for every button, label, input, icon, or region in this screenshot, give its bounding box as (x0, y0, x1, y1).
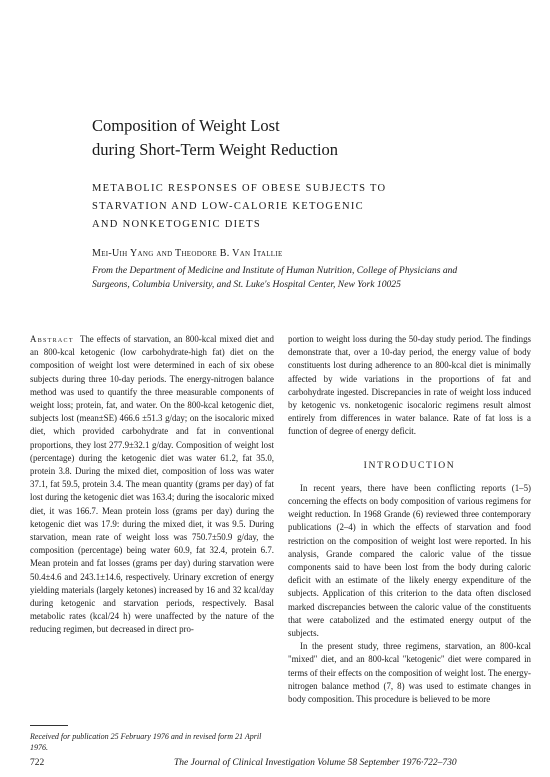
body-paragraph: In the present study, three regimens, starvation, an 800-kcal "mixed" diet, and an 800-kcal "ketogenic" diet were compared in terms of their effects on the composition of weight lost. The energy-nitrogen balance method (7, 8) was used to estimate changes in body composition. This procedure is believed to be more (288, 641, 531, 705)
subtitle-line: AND NONKETOGENIC DIETS (92, 219, 261, 230)
left-column (30, 333, 274, 637)
subtitle-line: STARVATION AND LOW-CALORIE KETOGENIC (92, 201, 364, 212)
abstract-text: The effects of starvation, an 800-kcal mixed diet and an 800-kcal ketogenic (low carbohydrate-high fat) diet on the composition of weight lost were determined in each of six obese subjects during three 10-day periods. The energy-nitrogen balance method was used to quantify the three measurable components of weight loss; protein, fat, and water. On the 800-kcal ketogenic diet, subjects lost (mean±SE) 466.6 ±51.3 g/day; on the isocaloric mixed diet, which provided carbohydrate and fat in conventional proportions, they lost 277.9±32.1 g/day. Composition of weight lost (percentage) during the ketogenic diet was water 61.2, fat 35.0, protein 3.8. During the mixed diet, composition of loss was water 37.1, fat 59.5, protein 3.4. The mean quantity (grams per day) of fat lost during the ketogenic diet was 163.4; during the isocaloric mixed diet, it was 166.7. Mean protein loss (grams per day) during the ketogenic diet was 17.9: during the mixed diet, it was 9.5. During starvation, mean rate of weight loss was 750.7±50.9 g/day, the composition (percentage) being water 60.9, fat 32.4, protein 6.7. Mean protein and fat losses (grams per day) during starvation were 50.4±4.6 and 243.1±14.6, respectively. Urinary excretion of energy yielding materials (largely ketones) increased by 16 and 32 kcal/day during ketogenic and starvation periods, respectively. Basal metabolic rates (kcal/24 h) were unaffected by the nature of the reducing regimen, but decreased in direct pro- (30, 334, 274, 635)
subtitle-line: METABOLIC RESPONSES OF OBESE SUBJECTS TO (92, 183, 387, 194)
right-column (288, 333, 531, 706)
section-heading-introduction: INTRODUCTION (363, 459, 456, 471)
author-list: Mei-Uih Yang and Theodore B. Van Itallie (92, 248, 283, 259)
author-affiliation: From the Department of Medicine and Institute of Human Nutrition, College of Physicians and Surgeons, Columbia University, and St. Luke's Hospital Center, New York 10025 (92, 265, 458, 290)
received-footnote: Received for publication 25 February 1976 and in revised form 21 April 1976. (30, 732, 262, 752)
page-number: 722 (30, 758, 45, 768)
title-line: Composition of Weight Lost (92, 116, 280, 135)
footnote-divider (30, 725, 68, 726)
article-title (92, 114, 338, 162)
body-paragraph: In recent years, there have been conflicting reports (1–5) concerning the effects on body composition of various regimens for weight reduction. In 1968 Grande (6) reviewed three contemporary publications (2–4) in which the effects of starvation and food restriction on the composition of weight lost were reported. In his analysis, Grande compared the caloric value of the tissue components said to have been lost from the body during caloric deficit with an estimate of the likely energy expenditure of the subjects. Application of this criterion to the data often disclosed marked discrepancies between the caloric value of the constituents that were catabolized and the estimated energy output of the subjects. (288, 482, 531, 639)
abstract-paragraph (30, 333, 274, 637)
title-line: during Short-Term Weight Reduction (92, 140, 339, 159)
journal-citation: The Journal of Clinical Investigation Volume 58 September 1976·722–730 (174, 758, 457, 768)
abstract-continuation: portion to weight loss during the 50-day study period. The findings demonstrate that, over a 10-day period, the energy value of body constituents lost during adherence to an 800-kcal diet is minimally affected by wide variations in the proportions of fat and carbohydrate ingested. Discrepancies in rate of weight loss induced by ketogenic vs. nonketogenic isocaloric regimens result almost entirely from differences in water balance. Rate of fat loss is a function of degree of energy deficit. (288, 334, 531, 437)
article-subtitle (92, 180, 386, 234)
abstract-label: Abstract (30, 334, 74, 344)
